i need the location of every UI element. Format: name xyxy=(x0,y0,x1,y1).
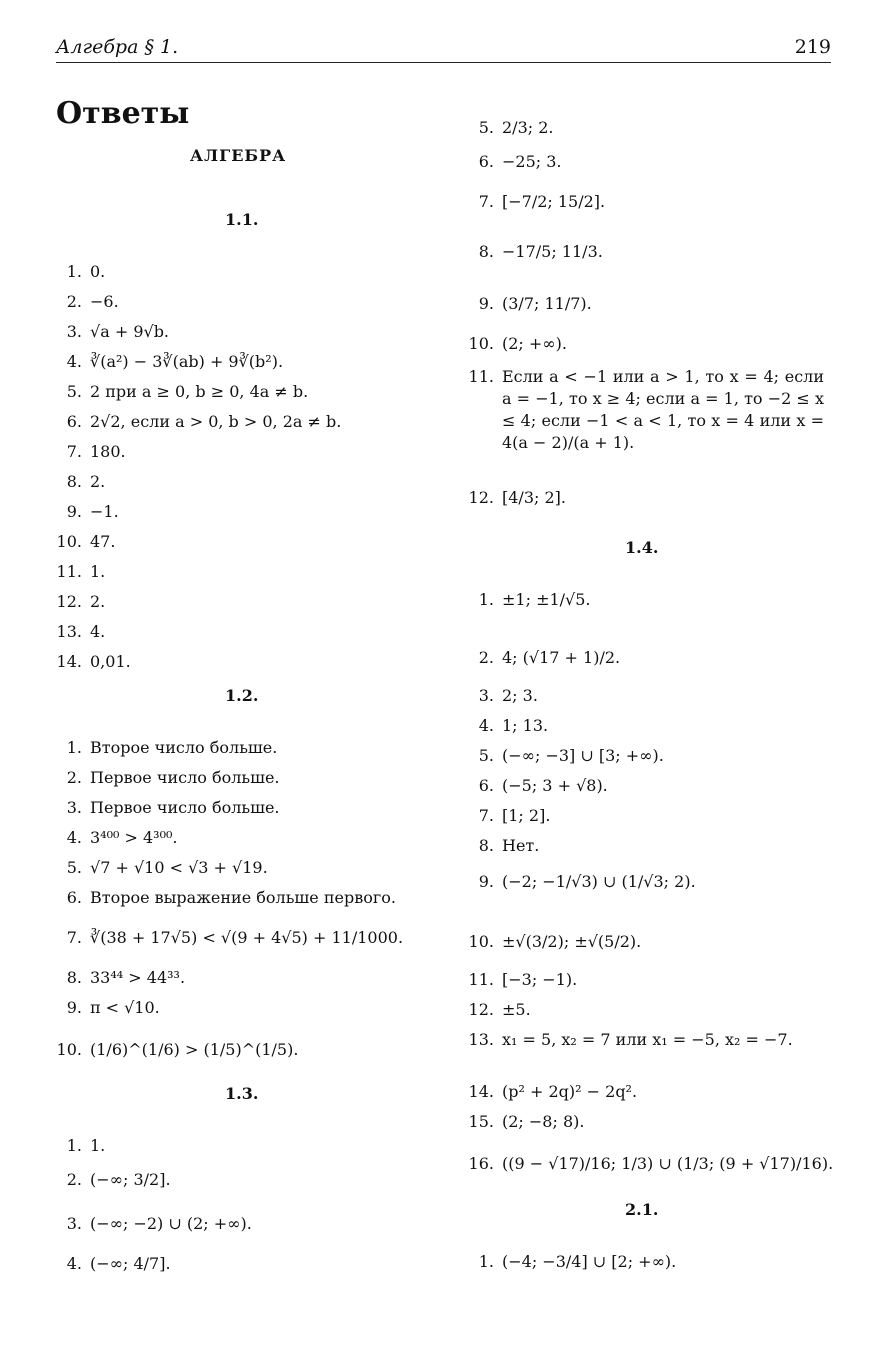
answer-number: 2. xyxy=(478,648,494,667)
answer-number: 4. xyxy=(66,828,82,847)
answer-number: 4. xyxy=(478,716,494,735)
answer-text: (−∞; −3] ∪ [3; +∞). xyxy=(502,746,664,765)
answer-number: 12. xyxy=(468,488,494,507)
answer-item xyxy=(42,968,185,988)
answer-text: 0. xyxy=(90,262,106,281)
answer-item xyxy=(42,502,119,522)
answer-text: Первое число больше. xyxy=(90,768,280,787)
page-header xyxy=(56,36,831,63)
answer-number: 11. xyxy=(468,970,494,989)
answer-item xyxy=(42,738,277,758)
section-label: 1.2. xyxy=(225,686,259,705)
answer-number: 7. xyxy=(478,806,494,825)
answer-number: 8. xyxy=(66,472,82,491)
answer-number: 13. xyxy=(56,622,82,641)
answer-number: 3. xyxy=(478,686,494,705)
answer-number: 3. xyxy=(66,798,82,817)
answer-text: ±√(3/2); ±√(5/2). xyxy=(502,932,642,951)
answer-number: 3. xyxy=(66,1214,82,1233)
answer-text: Если a < −1 или a > 1, то x = 4; если a = −1, то x ≥ 4; если a = 1, то −2 ≤ x ≤ 4; если −1 < a < 1, то x = 4 или x = 4(a − 2)/(a + 1). xyxy=(502,367,824,452)
answer-text: 2/3; 2. xyxy=(502,118,554,137)
page-number: 219 xyxy=(794,36,831,58)
answer-text: Второе выражение больше первого. xyxy=(90,888,396,907)
answer-text: ∛(38 + 17√5) < √(9 + 4√5) + 11/1000. xyxy=(90,928,404,947)
answer-text: (p² + 2q)² − 2q². xyxy=(502,1082,638,1101)
answer-item xyxy=(42,322,169,342)
answer-text: (1/6)^(1/6) > (1/5)^(1/5). xyxy=(90,1040,299,1059)
answer-text: (2; +∞). xyxy=(502,334,567,353)
answer-number: 5. xyxy=(478,746,494,765)
answer-item xyxy=(42,292,119,312)
answer-item xyxy=(42,352,283,372)
answer-number: 7. xyxy=(66,928,82,947)
answer-item xyxy=(42,858,268,878)
answer-number: 8. xyxy=(478,836,494,855)
answer-item xyxy=(454,1000,531,1020)
answer-item xyxy=(42,562,105,582)
answer-text: ∛(a²) − 3∛(ab) + 9∛(b²). xyxy=(90,352,284,371)
answer-item xyxy=(454,1252,676,1272)
answer-item xyxy=(454,334,567,354)
section-label: 1.3. xyxy=(225,1084,259,1103)
answer-text: 3⁴⁰⁰ > 4³⁰⁰. xyxy=(90,828,178,847)
answer-item xyxy=(454,294,592,314)
answer-item xyxy=(42,828,178,848)
answer-item xyxy=(454,242,603,262)
answer-text: Первое число больше. xyxy=(90,798,280,817)
answer-text: (−∞; 4/7]. xyxy=(90,1254,171,1273)
answer-text: −6. xyxy=(90,292,119,311)
answer-number: 1. xyxy=(66,262,82,281)
answer-number: 9. xyxy=(66,502,82,521)
answer-number: 12. xyxy=(56,592,82,611)
answer-item xyxy=(42,928,403,948)
answer-number: 3. xyxy=(66,322,82,341)
answer-number: 4. xyxy=(66,352,82,371)
answer-text: 1. xyxy=(90,1136,106,1155)
answer-item xyxy=(454,776,608,796)
answer-item xyxy=(454,488,566,508)
answer-item xyxy=(454,1082,637,1102)
answer-text: (−∞; −2) ∪ (2; +∞). xyxy=(90,1214,252,1233)
answer-number: 1. xyxy=(478,590,494,609)
answer-number: 10. xyxy=(468,334,494,353)
answer-text: [4/3; 2]. xyxy=(502,488,566,507)
answer-text: Нет. xyxy=(502,836,540,855)
answer-text: (−5; 3 + √8). xyxy=(502,776,608,795)
section-label: 1.4. xyxy=(625,538,659,557)
answer-text: ((9 − √17)/16; 1/3) ∪ (1/3; (9 + √17)/16). xyxy=(502,1154,834,1173)
section-heading: АЛГЕБРА xyxy=(190,146,287,165)
answer-text: ±5. xyxy=(502,1000,531,1019)
answer-text: π < √10. xyxy=(90,998,160,1017)
answer-text: (2; −8; 8). xyxy=(502,1112,585,1131)
answer-number: 1. xyxy=(66,738,82,757)
answer-number: 5. xyxy=(478,118,494,137)
answer-item xyxy=(454,716,548,736)
answer-text: 2 при a ≥ 0, b ≥ 0, 4a ≠ b. xyxy=(90,382,309,401)
answer-number: 1. xyxy=(478,1252,494,1271)
answer-text: (3/7; 11/7). xyxy=(502,294,592,313)
answer-text: [−7/2; 15/2]. xyxy=(502,192,606,211)
answer-item xyxy=(42,768,280,788)
answer-text: 47. xyxy=(90,532,116,551)
answer-number: 13. xyxy=(468,1030,494,1049)
answer-number: 10. xyxy=(56,532,82,551)
answer-item xyxy=(42,998,160,1018)
answer-number: 5. xyxy=(66,858,82,877)
answer-item xyxy=(42,1040,298,1060)
answer-text: (−∞; 3/2]. xyxy=(90,1170,171,1189)
answer-item xyxy=(42,1170,171,1190)
section-label: 1.1. xyxy=(225,210,259,229)
answer-item xyxy=(454,970,577,990)
answer-text: Второе число больше. xyxy=(90,738,278,757)
answer-number: 6. xyxy=(66,412,82,431)
answer-number: 8. xyxy=(478,242,494,261)
answer-number: 5. xyxy=(66,382,82,401)
answer-text: 2. xyxy=(90,472,106,491)
answer-text: 2; 3. xyxy=(502,686,538,705)
answer-number: 12. xyxy=(468,1000,494,1019)
answer-item xyxy=(454,746,664,766)
answer-number: 14. xyxy=(468,1082,494,1101)
answer-text: 4; (√17 + 1)/2. xyxy=(502,648,621,667)
answer-item xyxy=(42,1136,105,1156)
answer-number: 14. xyxy=(56,652,82,671)
answer-item xyxy=(42,652,131,672)
answer-item xyxy=(42,1214,252,1234)
answer-item xyxy=(454,836,539,856)
answer-number: 7. xyxy=(478,192,494,211)
answer-item xyxy=(42,442,126,462)
answer-number: 4. xyxy=(66,1254,82,1273)
answer-item xyxy=(42,472,105,492)
answer-item xyxy=(454,590,591,610)
answer-text: ±1; ±1/√5. xyxy=(502,590,591,609)
answer-text: −1. xyxy=(90,502,119,521)
answer-text: −25; 3. xyxy=(502,152,562,171)
answer-item xyxy=(454,686,538,706)
answer-number: 2. xyxy=(66,292,82,311)
answer-item xyxy=(454,806,550,826)
answer-number: 9. xyxy=(478,294,494,313)
answer-number: 16. xyxy=(468,1154,494,1173)
answer-item xyxy=(454,648,620,668)
answer-text: 2. xyxy=(90,592,106,611)
answer-item xyxy=(42,592,105,612)
answer-item xyxy=(42,622,105,642)
answer-item xyxy=(42,262,105,282)
answer-text: √7 + √10 < √3 + √19. xyxy=(90,858,268,877)
answer-number: 2. xyxy=(66,768,82,787)
section-label: 2.1. xyxy=(625,1200,659,1219)
answer-item xyxy=(42,798,280,818)
running-title: Алгебра § 1. xyxy=(56,36,179,58)
answer-number: 6. xyxy=(66,888,82,907)
answer-text: 2√2, если a > 0, b > 0, 2a ≠ b. xyxy=(90,412,342,431)
answer-text: 180. xyxy=(90,442,126,461)
answer-number: 1. xyxy=(66,1136,82,1155)
page-title: Ответы xyxy=(56,96,190,131)
answer-number: 9. xyxy=(66,998,82,1017)
answer-item xyxy=(42,888,396,908)
answer-item xyxy=(42,1254,171,1274)
answer-number: 2. xyxy=(66,1170,82,1189)
answer-item xyxy=(42,382,308,402)
answer-text: x₁ = 5, x₂ = 7 или x₁ = −5, x₂ = −7. xyxy=(502,1030,793,1049)
answer-text: √a + 9√b. xyxy=(90,322,170,341)
answer-item xyxy=(454,366,824,454)
answer-number: 15. xyxy=(468,1112,494,1131)
answer-item xyxy=(454,118,554,138)
answer-item xyxy=(42,412,341,432)
answer-item xyxy=(454,1154,833,1174)
answer-number: 7. xyxy=(66,442,82,461)
answer-item xyxy=(454,932,641,952)
answer-item xyxy=(454,192,605,212)
answer-item xyxy=(454,872,696,892)
answer-item xyxy=(42,532,115,552)
answer-text: [−3; −1). xyxy=(502,970,578,989)
answer-text: 4. xyxy=(90,622,106,641)
answer-number: 11. xyxy=(56,562,82,581)
answer-number: 6. xyxy=(478,776,494,795)
answer-text: (−4; −3/4] ∪ [2; +∞). xyxy=(502,1252,677,1271)
answer-number: 10. xyxy=(468,932,494,951)
answer-text: −17/5; 11/3. xyxy=(502,242,603,261)
answer-item xyxy=(454,152,562,172)
answer-text: (−2; −1/√3) ∪ (1/√3; 2). xyxy=(502,872,696,891)
answer-text: 1. xyxy=(90,562,106,581)
answer-text: 33⁴⁴ > 44³³. xyxy=(90,968,186,987)
answer-text: 0,01. xyxy=(90,652,131,671)
answer-number: 9. xyxy=(478,872,494,891)
answer-item xyxy=(454,1112,584,1132)
answer-text: 1; 13. xyxy=(502,716,549,735)
answer-number: 11. xyxy=(468,367,494,386)
answer-number: 6. xyxy=(478,152,494,171)
answer-number: 8. xyxy=(66,968,82,987)
answer-number: 10. xyxy=(56,1040,82,1059)
answer-item xyxy=(454,1030,793,1050)
answer-text: [1; 2]. xyxy=(502,806,551,825)
